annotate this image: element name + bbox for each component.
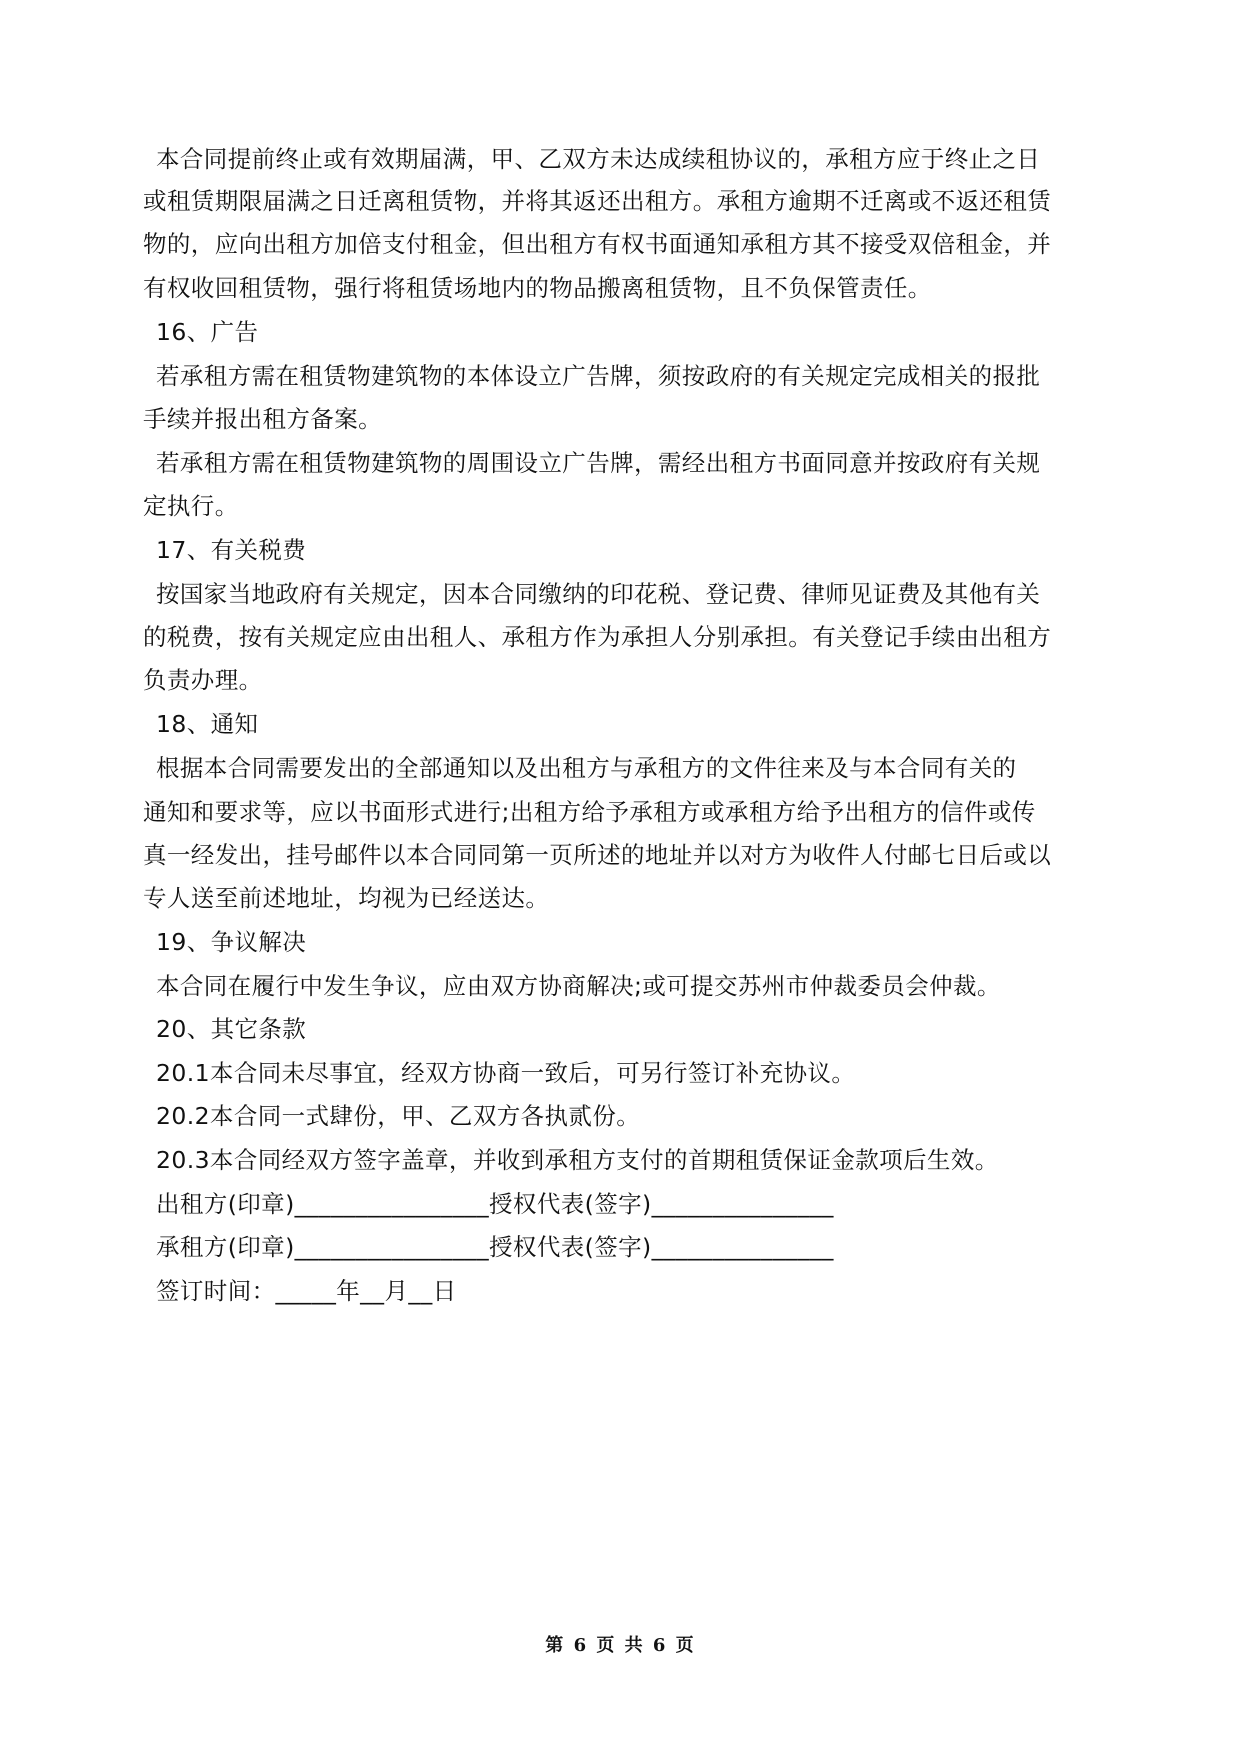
- section-heading: 17、有关税费: [156, 536, 307, 564]
- paragraph-line: 通知和要求等，应以书面形式进行;出租方给予承租方或承租方给予出租方的信件或传: [143, 798, 1036, 826]
- section-heading: 16、广告: [156, 318, 259, 346]
- paragraph-line: 按国家当地政府有关规定，因本合同缴纳的印花税、登记费、律师见证费及其他有关: [156, 580, 1041, 608]
- paragraph-line: 若承租方需在租赁物建筑物的周围设立广告牌，需经出租方书面同意并按政府有关规: [156, 449, 1041, 477]
- lessee-signature-line: 承租方(印章)________________授权代表(签字)_______________: [156, 1233, 834, 1261]
- paragraph-line: 20.1本合同未尽事宜，经双方协商一致后，可另行签订补充协议。: [156, 1059, 856, 1087]
- paragraph-line: 的税费，按有关规定应由出租人、承租方作为承担人分别承担。有关登记手续由出租方: [143, 623, 1052, 651]
- signing-date-line: 签订时间：_____年__月__日: [156, 1277, 457, 1305]
- paragraph-line: 20.3本合同经双方签字盖章，并收到承租方支付的首期租赁保证金款项后生效。: [156, 1146, 999, 1174]
- lessor-signature-line: 出租方(印章)________________授权代表(签字)_______________: [156, 1190, 834, 1218]
- paragraph-line: 本合同提前终止或有效期届满，甲、乙双方未达成续租协议的，承租方应于终止之日: [156, 145, 1041, 173]
- paragraph-line: 定执行。: [143, 492, 239, 520]
- paragraph-line: 或租赁期限届满之日迁离租赁物，并将其返还出租方。承租方逾期不迁离或不返还租赁: [143, 187, 1052, 215]
- paragraph-line: 20.2本合同一式肆份，甲、乙双方各执贰份。: [156, 1102, 641, 1130]
- paragraph-line: 负责办理。: [143, 666, 263, 694]
- paragraph-line: 真一经发出，挂号邮件以本合同同第一页所述的地址并以对方为收件人付邮七日后或以: [143, 841, 1052, 869]
- paragraph-line: 专人送至前述地址，均视为已经送达。: [143, 884, 550, 912]
- section-heading: 20、其它条款: [156, 1015, 307, 1043]
- paragraph-line: 物的，应向出租方加倍支付租金，但出租方有权书面通知承租方其不接受双倍租金，并: [143, 230, 1052, 258]
- paragraph-line: 若承租方需在租赁物建筑物的本体设立广告牌，须按政府的有关规定完成相关的报批: [156, 362, 1041, 390]
- paragraph-line: 手续并报出租方备案。: [143, 405, 382, 433]
- section-heading: 18、通知: [156, 710, 259, 738]
- paragraph-line: 根据本合同需要发出的全部通知以及出租方与承租方的文件往来及与本合同有关的: [156, 754, 1017, 782]
- section-heading: 19、争议解决: [156, 928, 307, 956]
- paragraph-line: 有权收回租赁物，强行将租赁场地内的物品搬离租赁物，且不负保管责任。: [143, 274, 932, 302]
- paragraph-line: 本合同在履行中发生争议，应由双方协商解决;或可提交苏州市仲裁委员会仲裁。: [156, 972, 1001, 1000]
- page-number-footer: 第 6 页 共 6 页: [545, 1635, 696, 1656]
